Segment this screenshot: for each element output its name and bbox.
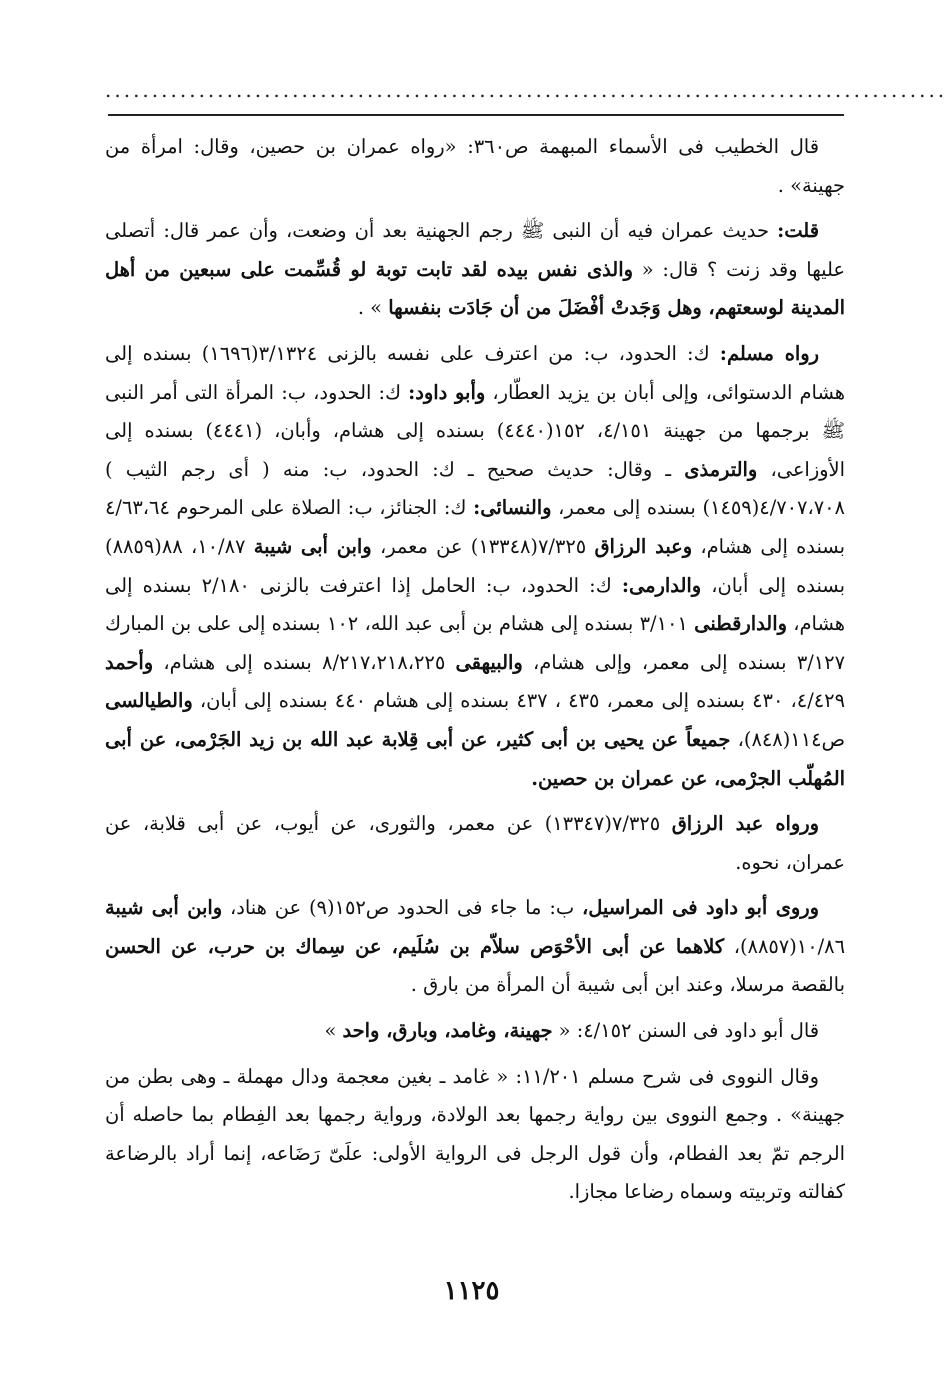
bold-run: والبيهقى [455,650,523,674]
page-number: ١١٢٥ [443,1276,500,1306]
bold-run: وأحمد [105,650,154,674]
text-run: ب: ما جاء فى الحدود ص١٥٢(٩) عن هناد، [222,896,582,920]
paragraph-abu-dawud-sunan [105,1012,845,1051]
bold-run: جهينة، وغامد، وبارق، واحد [342,1019,553,1043]
bold-run: وروى أبو داود فى المراسيل، [581,896,819,920]
text-run: قال أبو داود فى السنن ٤/١٥٢: « [552,1019,819,1043]
text-run: ٧/٣٢٥(١٣٣٤٨) عن معمر، [371,534,595,558]
bold-run: كلاهما عن أبى الأحْوَص سلاّم بن سُلَيم، عن سِماك بن حرب، عن الحسن [105,934,725,958]
text-run: ك: الحدود، ب: الحامل إذا اعترفت بالزنى ٢/١٨٠ بسنده إلى هشام، [105,573,845,636]
bold-run: والدارمى: [621,573,702,597]
paragraph-qultu [105,212,845,328]
text-run: ص١١٤(٨٤٨)، [730,727,845,751]
bold-run: والطيالسى [105,689,193,713]
text-run: حديث عمران فيه أن النبى ﷺ رجم الجهنية بعد أن وضعت، وأن عمر قال: أتصلى عليها وقد زنت ؟ قال: « [105,219,845,281]
text-run: ٣/١٠١ بسنده إلى هشام بن أبى عبد الله، ١٠٢ بسنده إلى على بن المبارك ٣/١٢٧ بسنده إلى معمر، وإلى هشام، [105,612,846,674]
bold-run: وأبو داود: [408,380,486,404]
text-run: وقال النووى فى شرح مسلم ١١/٢٠١: « غامد ـ بغين معجمة ودال مهملة ـ وهى بطن من جهينة» . وجمع النووى بين رواية رجمها بعد الولادة، ورواية رجمها بعد الفِطام بما حاصله أن الرجم تمّ بعد الفطام، وأن قول الرجل فى الرواية الأولى: علَىّ رَضَاعه، إنما أراد بالرضاعة كفالته وتربيته وسماه رضاعا مجازا. [105,1064,845,1204]
bold-run: والنسائى: [473,496,552,520]
text-run: ك: الحدود، ب: من اعترف على نفسه بالزنى ٣/١٣٢٤(١٦٩٦) بسنده إلى هشام الدستوائى، وإلى أبان بن يزيد العطّار، [105,341,845,404]
bold-run: جميعاً عن يحيى بن أبى كثير، عن أبى قِلابة عبد الله بن زيد الجَرْمى، عن أبى المُهلّب الجرْمى، عن عمران بن حصين. [105,727,845,790]
paragraph-nawawi [105,1058,845,1212]
text-run: » [324,1019,343,1043]
text-run: ١٠/٨٧، ٨٨(٨٨٥٩) بسنده إلى أبان، [105,534,846,597]
text-run: بالقصة مرسلا، وعند ابن أبى شيبة أن المرأة من بارق . [410,973,845,997]
paragraph-abu-dawud-marasil [105,889,845,1005]
paragraph-khatib [105,128,845,205]
bold-run: وابن أبى شيبة [253,534,372,558]
text-run: ـ وقال: حديث صحيح ـ ك: الحدود، ب: منه ( أى رجم الثيب ) ٤/٧٠٧،٧٠٨(١٤٥٩) بسنده إلى معمر، [105,457,845,520]
text-run: قال الخطيب فى الأسماء المبهمة ص٣٦٠: «رواه عمران بن حصين، وقال: امرأة من جهينة» . [105,135,845,197]
separator-rule [108,114,844,116]
text-run: ٨/٢١٧،٢١٨،٢٢٥ بسنده إلى هشام، [153,650,456,674]
text-run: ١٠/٨٦(٨٨٥٧)، [724,934,845,958]
text-body [105,128,845,1219]
paragraph-abd-al-razzaq [105,805,845,882]
separator-dots: .......................................................................................... [105,78,947,102]
bold-run: وابن أبى شيبة [105,896,223,920]
bold-run: قلت: [777,219,819,243]
bold-run: والترمذى [684,457,758,481]
text-run: ك: الجنائز، ب: الصلاة على المرحوم ٤/٦٣،٦٤ بسنده إلى هشام، [105,496,845,558]
text-run: ٧/٣٢٥(١٣٣٤٧) عن معمر، والثورى، عن أيوب، عن أبى قلابة، عن عمران، نحوه. [105,812,845,874]
bold-run: ورواه عبد الرزاق [671,812,819,836]
paragraph-muslim-sources [105,335,845,798]
text-run: » . [357,296,389,320]
bold-run: رواه مسلم: [719,341,820,365]
bold-run: والدارقطنى [694,612,787,636]
bold-run: وعبد الرزاق [594,534,693,558]
text-run: ك: الحدود، ب: المرأة التى أمر النبى ﷺ برجمها من جهينة ٤/١٥١، ١٥٢(٤٤٤٠) بسنده إلى هشام، وأبان، (٤٤٤١) بسنده إلى الأوزاعى، [105,380,845,481]
bold-run: والذى نفس بيده لقد تابت توبة لو قُسِّمت على سبعين من أهل المدينة لوسعتهم، وهل وَجَدتْ أفْضَلَ من أن جَادَت بنفسها [105,257,845,320]
text-run: ٤/٤٢٩، ٤٣٠ بسنده إلى معمر، ٤٣٥ ، ٤٣٧ بسنده إلى هشام ٤٤٠ بسنده إلى أبان، [192,689,845,713]
